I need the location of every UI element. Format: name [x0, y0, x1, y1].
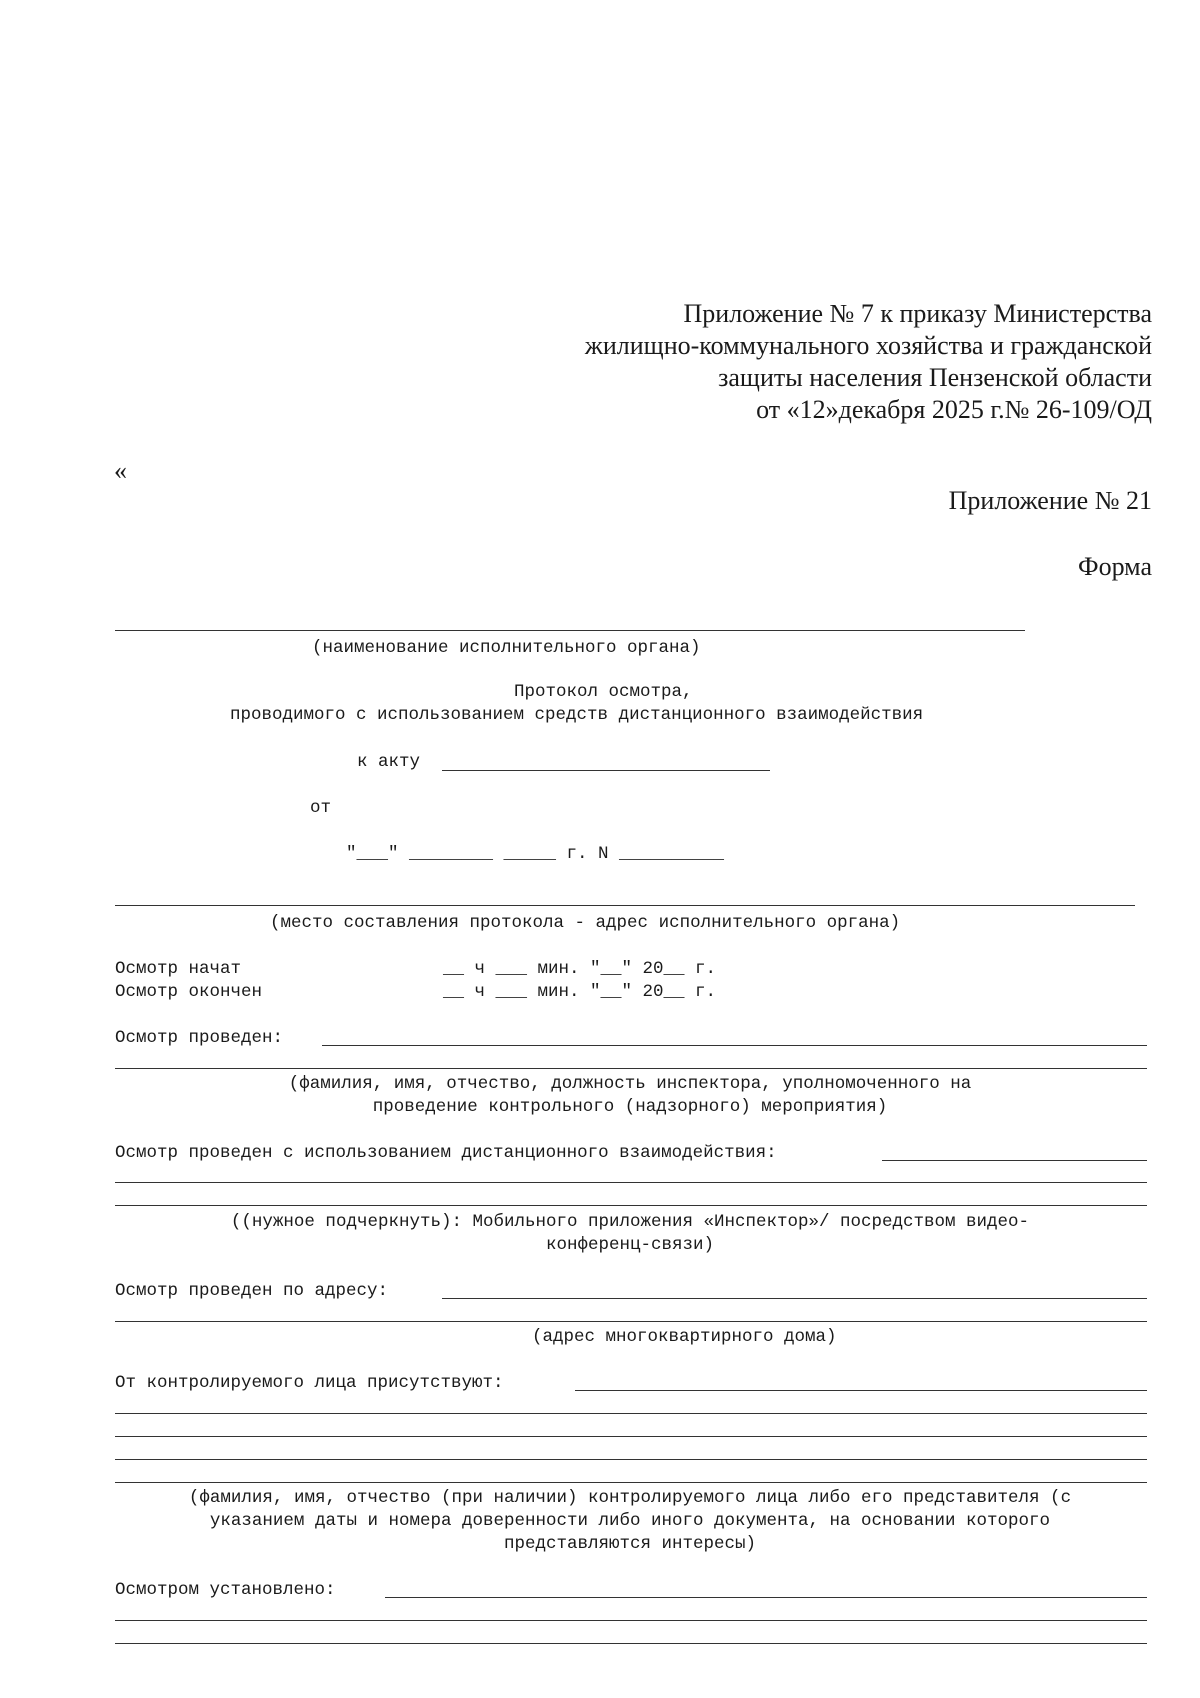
conducted-line-2[interactable] — [115, 1068, 1147, 1069]
remote-line-2[interactable] — [115, 1182, 1147, 1183]
from-label: от — [310, 798, 332, 818]
protocol-title: Протокол осмотра, — [514, 682, 693, 702]
established-label: Осмотром установлено: — [115, 1580, 336, 1600]
present-line-1[interactable] — [575, 1390, 1147, 1391]
address-line-1[interactable] — [442, 1298, 1147, 1299]
act-number-line[interactable] — [442, 770, 770, 771]
act-label: к акту — [357, 752, 421, 772]
present-line-4[interactable] — [115, 1459, 1147, 1460]
place-line[interactable] — [115, 905, 1135, 906]
established-line-1[interactable] — [385, 1597, 1147, 1598]
established-line-3[interactable] — [115, 1643, 1147, 1644]
end-time[interactable]: __ ч ___ мин. "__" 20__ г. — [443, 982, 717, 1002]
form-label: Форма — [1078, 552, 1152, 581]
address-caption: (адрес многоквартирного дома) — [532, 1327, 837, 1347]
present-label: От контролируемого лица присутствуют: — [115, 1373, 504, 1393]
remote-caption-1: ((нужное подчеркнуть): Мобильного приложения «Инспектор»/ посредством видео- — [230, 1212, 1030, 1232]
organ-caption: (наименование исполнительного органа) — [312, 638, 701, 658]
inspector-caption-1: (фамилия, имя, отчество, должность инспектора, уполномоченного на — [288, 1074, 972, 1094]
protocol-subtitle: проводимого с использованием средств дистанционного взаимодействия — [230, 705, 924, 725]
remote-line-1[interactable] — [882, 1160, 1147, 1161]
address-label: Осмотр проведен по адресу: — [115, 1281, 389, 1301]
place-caption: (место составления протокола - адрес исполнительного органа) — [270, 913, 901, 933]
order-header-line-3: защиты населения Пензенской области — [718, 363, 1152, 392]
conducted-line-1[interactable] — [322, 1045, 1147, 1046]
person-caption-1: (фамилия, имя, отчество (при наличии) контролируемого лица либо его представителя (с — [188, 1488, 1072, 1508]
start-label: Осмотр начат — [115, 959, 242, 979]
act-date-line[interactable]: "___" ________ _____ г. N __________ — [346, 844, 725, 864]
present-line-3[interactable] — [115, 1436, 1147, 1437]
established-line-2[interactable] — [115, 1620, 1147, 1621]
present-line-5[interactable] — [115, 1482, 1147, 1483]
remote-label: Осмотр проведен с использованием дистанционного взаимодействия: — [115, 1143, 777, 1163]
conducted-label: Осмотр проведен: — [115, 1028, 284, 1048]
address-line-2[interactable] — [115, 1321, 1147, 1322]
order-header — [452, 298, 1152, 426]
remote-caption-2: конференц-связи) — [545, 1235, 715, 1255]
inspector-caption-2: проведение контрольного (надзорного) мероприятия) — [372, 1097, 888, 1117]
end-label: Осмотр окончен — [115, 982, 263, 1002]
start-time[interactable]: __ ч ___ мин. "__" 20__ г. — [443, 959, 717, 979]
organ-name-line[interactable] — [115, 630, 1025, 631]
order-header-line-1: Приложение № 7 к приказу Министерства — [683, 299, 1152, 328]
present-line-2[interactable] — [115, 1413, 1147, 1414]
order-header-line-4: от «12»декабря 2025 г.№ 26-109/ОД — [756, 395, 1152, 424]
person-caption-2: указанием даты и номера доверенности либо иного документа, на основании которого — [209, 1511, 1051, 1531]
order-header-line-2: жилищно-коммунального хозяйства и гражданской — [584, 331, 1152, 360]
person-caption-3: представляются интересы) — [503, 1534, 757, 1554]
appendix-number: Приложение № 21 — [948, 486, 1152, 515]
remote-line-3[interactable] — [115, 1205, 1147, 1206]
quote-mark: « — [114, 456, 127, 485]
